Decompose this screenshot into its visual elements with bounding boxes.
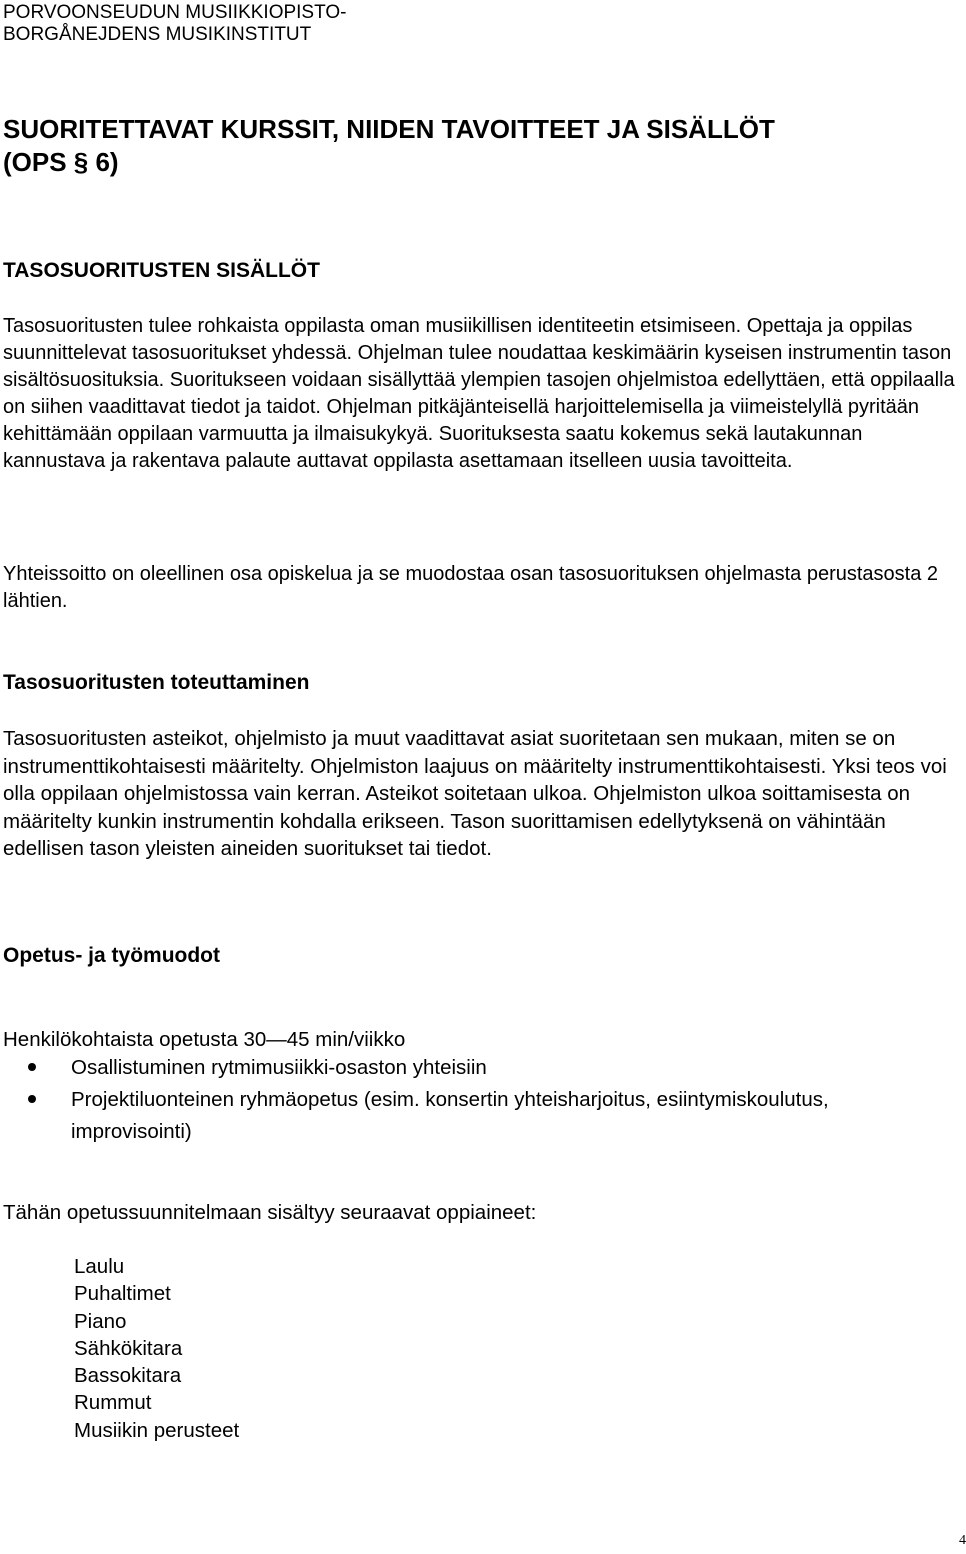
list-item: Piano	[74, 1309, 127, 1333]
subjects-intro: Tähän opetussuunnitelmaan sisältyy seuraavat oppiaineet:	[3, 1201, 537, 1224]
section-heading-contents: TASOSUORITUSTEN SISÄLLÖT	[3, 259, 320, 282]
list-item: Puhaltimet	[74, 1282, 171, 1306]
list-item: Sähkökitara	[74, 1336, 183, 1360]
institution-name-line-2: BORGÅNEJDENS MUSIKINSTITUT	[3, 24, 312, 45]
list-item-text: Osallistuminen rytmimusiikki-osaston yhteisiin	[71, 1056, 487, 1079]
list-item	[0, 1052, 951, 1084]
document-title	[3, 113, 775, 179]
methods-bullet-list	[0, 1052, 951, 1148]
section-heading-methods: Opetus- ja työmuodot	[3, 944, 220, 967]
document-title-line-1: SUORITETTAVAT KURSSIT, NIIDEN TAVOITTEET JA SISÄLLÖT	[3, 114, 775, 144]
list-item: Rummut	[74, 1391, 152, 1415]
page-number: 4	[959, 1533, 966, 1548]
list-item-text: Projektiluonteinen ryhmäopetus (esim. konsertin yhteisharjoitus, esiintymiskoulutus, improvisointi)	[71, 1088, 829, 1143]
list-item	[0, 1084, 951, 1148]
section-heading-implementation: Tasosuoritusten toteuttaminen	[3, 671, 310, 694]
document-title-line-2: (OPS § 6)	[3, 147, 119, 177]
list-item: Bassokitara	[74, 1364, 182, 1388]
list-item: Laulu	[74, 1255, 125, 1278]
methods-intro: Henkilökohtaista opetusta 30—45 min/viikko	[3, 1028, 406, 1051]
bullet-dot-icon	[28, 1095, 36, 1103]
bullet-dot-icon	[28, 1063, 36, 1071]
subjects-list	[74, 1253, 239, 1444]
list-item: Musiikin perusteet	[74, 1418, 240, 1442]
paragraph-contents-1: Tasosuoritusten tulee rohkaista oppilasta oman musiikillisen identiteetin etsimiseen. Opettaja ja oppilas suunnittelevat tasosuoritukset yhdessä. Ohjelman tulee noudattaa keskimäärin kyseisen instrumentin tason sisältösuosituksia. Suoritukseen voidaan sisällyttää ylempien tasojen ohjelmistoa edellyttäen, että oppilaalla on siihen vaadittavat tiedot ja taidot. Ohjelman pitkäjänteisellä harjoittelemisella ja viimeistelyllä pyritään kehittämään oppilaan varmuutta ja ilmaisukykyä. Suorituksesta saatu kokemus sekä lautakunnan kannustava ja rakentava palaute auttavat oppilasta asettamaan itselleen uusia tavoitteita.	[3, 315, 955, 472]
institution-name-line-1: PORVOONSEUDUN MUSIIKKIOPISTO-	[3, 2, 347, 23]
paragraph-implementation: Tasosuoritusten asteikot, ohjelmisto ja muut vaadittavat asiat suoritetaan sen mukaan, miten se on instrumenttikohtaisesti määritelty. Ohjelmiston laajuus on määritelty instrumenttikohtaisesti. Yksi teos voi olla oppilaan ohjelmistossa vain kerran. Asteikot soitetaan ulkoa. Ohjelmiston ulkoa soittamisesta on määritelty kunkin instrumentin kohdalla erikseen. Tason suorittamisen edellytyksenä on vähintään edellisen tason yleisten aineiden suoritukset tai tiedot.	[3, 727, 947, 860]
paragraph-contents-2: Yhteissoitto on oleellinen osa opiskelua ja se muodostaa osan tasosuorituksen ohjelmasta perustasosta 2 lähtien.	[3, 563, 939, 612]
